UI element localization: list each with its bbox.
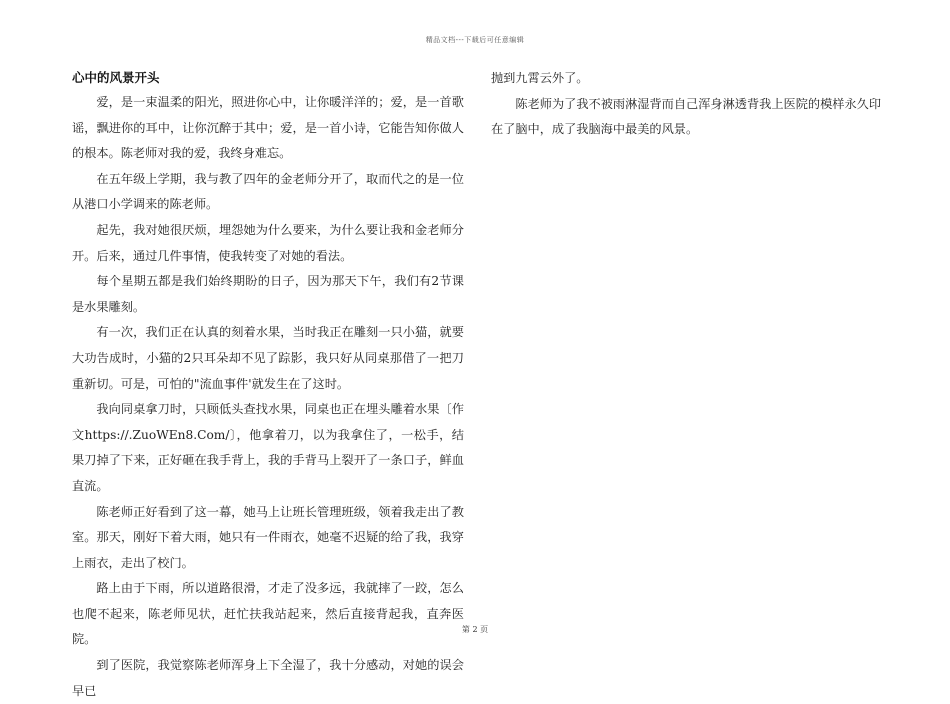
paragraph: 每个星期五都是我们始终期盼的日子，因为那天下午，我们有2节课是水果雕刻。 (72, 274, 464, 314)
paragraph: 爱，是一束温柔的阳光，照进你心中，让你暖洋洋的；爱，是一首歌谣，飘进你的耳中，让你沉醉于其中；爱，是一首小诗，它能告知你做人的根本。陈老师对我的爱，我终身难忘。 (72, 95, 464, 161)
paragraph: 到了医院，我觉察陈老师浑身上下全湿了，我十分感动，对她的误会早已 (72, 658, 464, 698)
paragraph: 起先，我对她很厌烦，埋怨她为什么要来，为什么要让我和金老师分开。后来，通过几件事情，使我转变了对她的看法。 (72, 222, 464, 263)
right-column (491, 66, 881, 143)
paragraph: 在五年级上学期，我与教了四年的金老师分开了，取而代之的是一位从港口小学调来的陈老师。 (72, 171, 464, 212)
paragraph: 路上由于下雨，所以道路很滑，才走了没多远，我就摔了一跤，怎么也爬不起来，陈老师见状，赶忙扶我站起来，然后直接背起我，直奔医院。 (72, 581, 464, 647)
paragraph: 陈老师正好看到了这一幕，她马上让班长管理班级，领着我走出了教室。那天，刚好下着大雨，她只有一件雨衣，她毫不迟疑的给了我，我穿上雨衣，走出了校门。 (72, 504, 464, 570)
page-number: 第 2 页 (461, 625, 489, 634)
paragraph: 陈老师为了我不被雨淋湿背而自己浑身淋透背我上医院的模样永久印在了脑中，成了我脑海中最美的风景。 (491, 96, 882, 137)
article-title: 心中的风景开头 (72, 70, 160, 85)
paragraph: 我向同桌拿刀时，只顾低头查找水果，同桌也正在埋头雕着水果〔作文https://.ZuoWEn8.Com/〕，他拿着刀，以为我拿住了，一松手，结果刀掉了下来，正好砸在我手背上，我的手背马上裂开了一条口子，鲜血直流。 (72, 402, 464, 493)
left-column (72, 66, 464, 704)
page-header-note: 精品文档---下载后可任意编辑 (425, 36, 525, 44)
paragraph: 有一次，我们正在认真的刻着水果，当时我正在雕刻一只小猫，就要大功告成时，小猫的2只耳朵却不见了踪影，我只好从同桌那借了一把刀重新切。可是，可怕的"流血事件'就发生在了这时。 (72, 325, 464, 391)
paragraph-continuation: 抛到九霄云外了。 (491, 71, 589, 85)
